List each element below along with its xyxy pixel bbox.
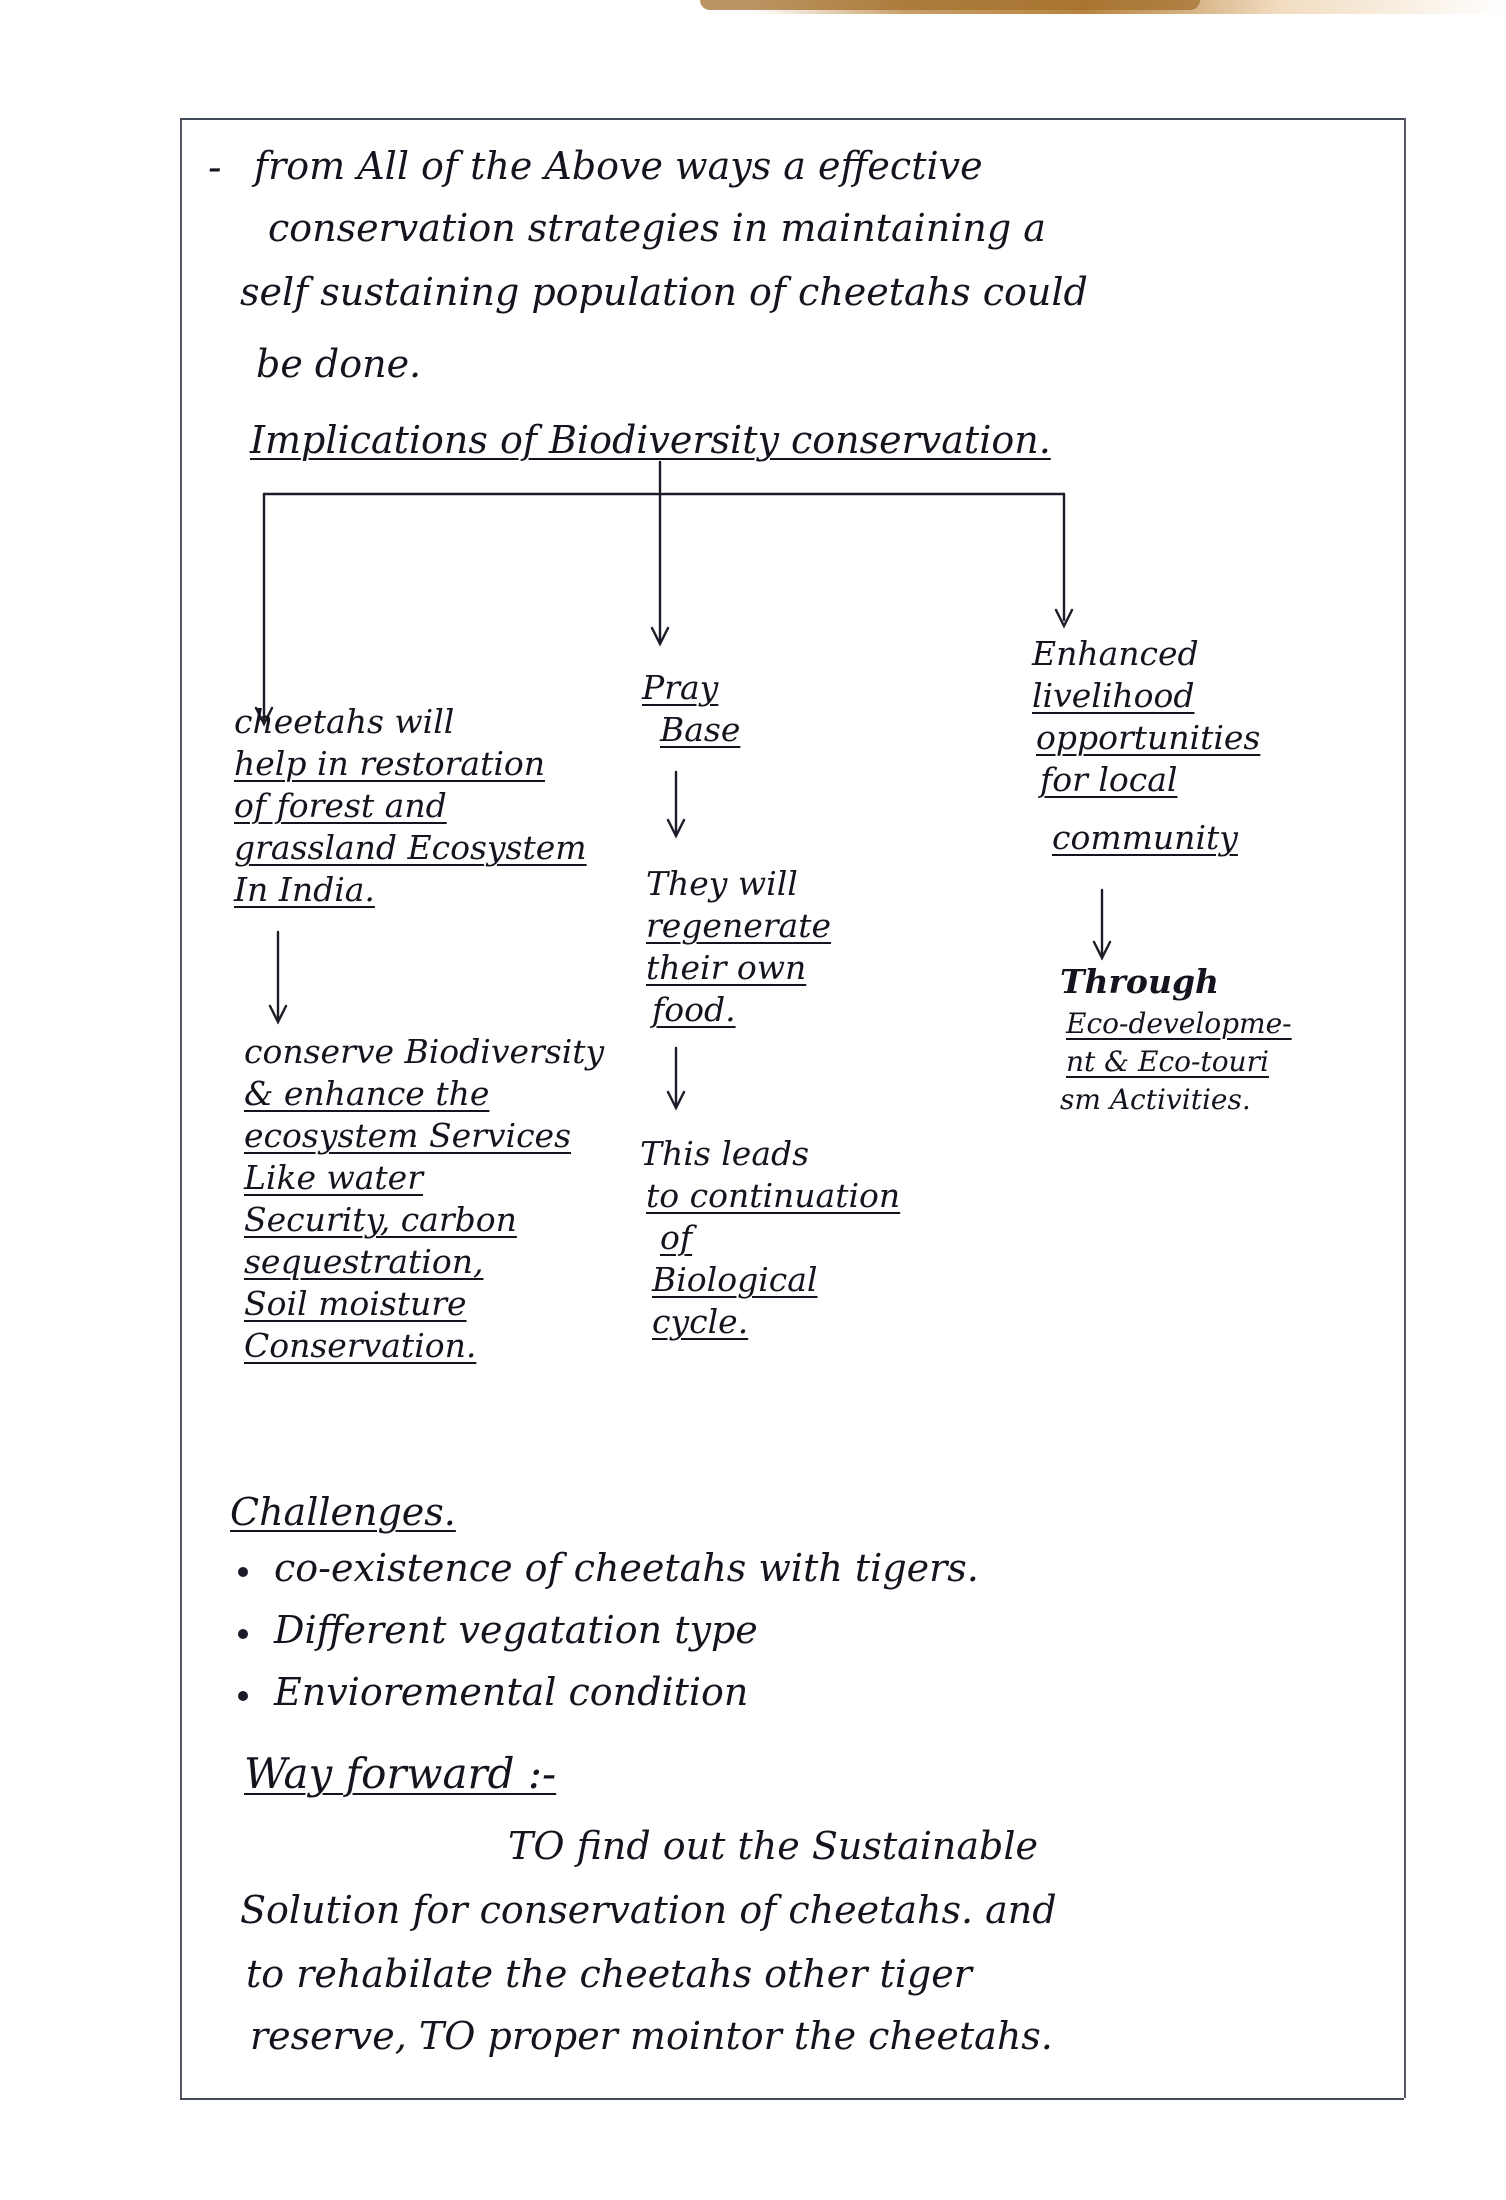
branch1-node2-line: conserve Biodiversity [244, 1032, 605, 1071]
branch2-node3-line: This leads [640, 1134, 810, 1173]
challenge-item [238, 1664, 748, 1720]
branch3-node1-line: community [1052, 818, 1238, 857]
challenge-text: Envioremental condition [274, 1670, 749, 1714]
challenge-text: Different vegatation type [274, 1608, 758, 1652]
bullet-icon [238, 1691, 248, 1701]
implications-heading: Implications of Biodiversity conservation. [250, 418, 1051, 462]
intro-line: self sustaining population of cheetahs could [240, 270, 1088, 314]
bullet-icon [238, 1629, 248, 1639]
branch3-node1-line: livelihood [1032, 676, 1195, 715]
branch1-node2-line: ecosystem Services [244, 1116, 572, 1155]
branch2-node2-line: regenerate [646, 906, 831, 945]
way-forward-line: to rehabilate the cheetahs other tiger [246, 1952, 972, 1996]
way-forward-heading: Way forward :- [244, 1749, 557, 1798]
branch1-node2-line: Like water [244, 1158, 423, 1197]
intro-line: be done. [256, 342, 422, 386]
intro-line: conservation strategies in maintaining a [268, 206, 1046, 250]
branch1-node1-line: cheetahs will [234, 702, 455, 741]
branch3-node1-line: for local [1040, 760, 1178, 799]
branch2-node3-line: to continuation [646, 1176, 901, 1215]
branch2-node2-line: They will [646, 864, 798, 903]
branch1-node2-line: Soil moisture [244, 1284, 467, 1323]
branch1-node2-line: & enhance the [244, 1074, 490, 1113]
branch2-node3-line: of [660, 1218, 693, 1257]
branch3-node2-line: Eco-developme- [1066, 1007, 1292, 1040]
branch1-node2-line: Security, carbon [244, 1200, 517, 1239]
branch2-node2-line: food. [652, 990, 736, 1029]
intro-dash: - [208, 145, 222, 191]
challenge-text: co-existence of cheetahs with tigers. [274, 1546, 979, 1590]
branch3-node2-line: Through [1060, 962, 1220, 1001]
way-forward-line: TO find out the Sustainable [508, 1824, 1038, 1868]
intro-line: from All of the Above ways a effective [254, 144, 983, 188]
challenge-item [238, 1602, 758, 1658]
branch2-node2-line: their own [646, 948, 807, 987]
challenge-item [238, 1540, 979, 1596]
branch3-node1-line: Enhanced [1032, 634, 1199, 673]
way-forward-line: Solution for conservation of cheetahs. and [240, 1888, 1057, 1932]
branch2-node1-line: Base [660, 710, 741, 749]
branch3-node2-line: nt & Eco-touri [1066, 1045, 1269, 1078]
branch3-node2-line: sm Activities. [1060, 1083, 1251, 1116]
branch2-node3-line: cycle. [652, 1302, 749, 1341]
way-forward-line: reserve, TO proper mointor the cheetahs. [250, 2014, 1053, 2058]
branch1-node1-line: of forest and [234, 786, 447, 825]
branch1-node1-line: grassland Ecosystem [234, 828, 587, 867]
branch2-node1-line: Pray [642, 668, 719, 707]
branch1-node1-line: In India. [234, 870, 375, 909]
branch2-node3-line: Biological [652, 1260, 818, 1299]
branch1-node2-line: sequestration, [244, 1242, 484, 1281]
challenges-heading: Challenges. [230, 1490, 456, 1534]
branch3-node1-line: opportunities [1036, 718, 1261, 757]
branch1-node1-line: help in restoration [234, 744, 546, 783]
bullet-icon [238, 1567, 248, 1577]
branch1-node2-line: Conservation. [244, 1326, 477, 1365]
